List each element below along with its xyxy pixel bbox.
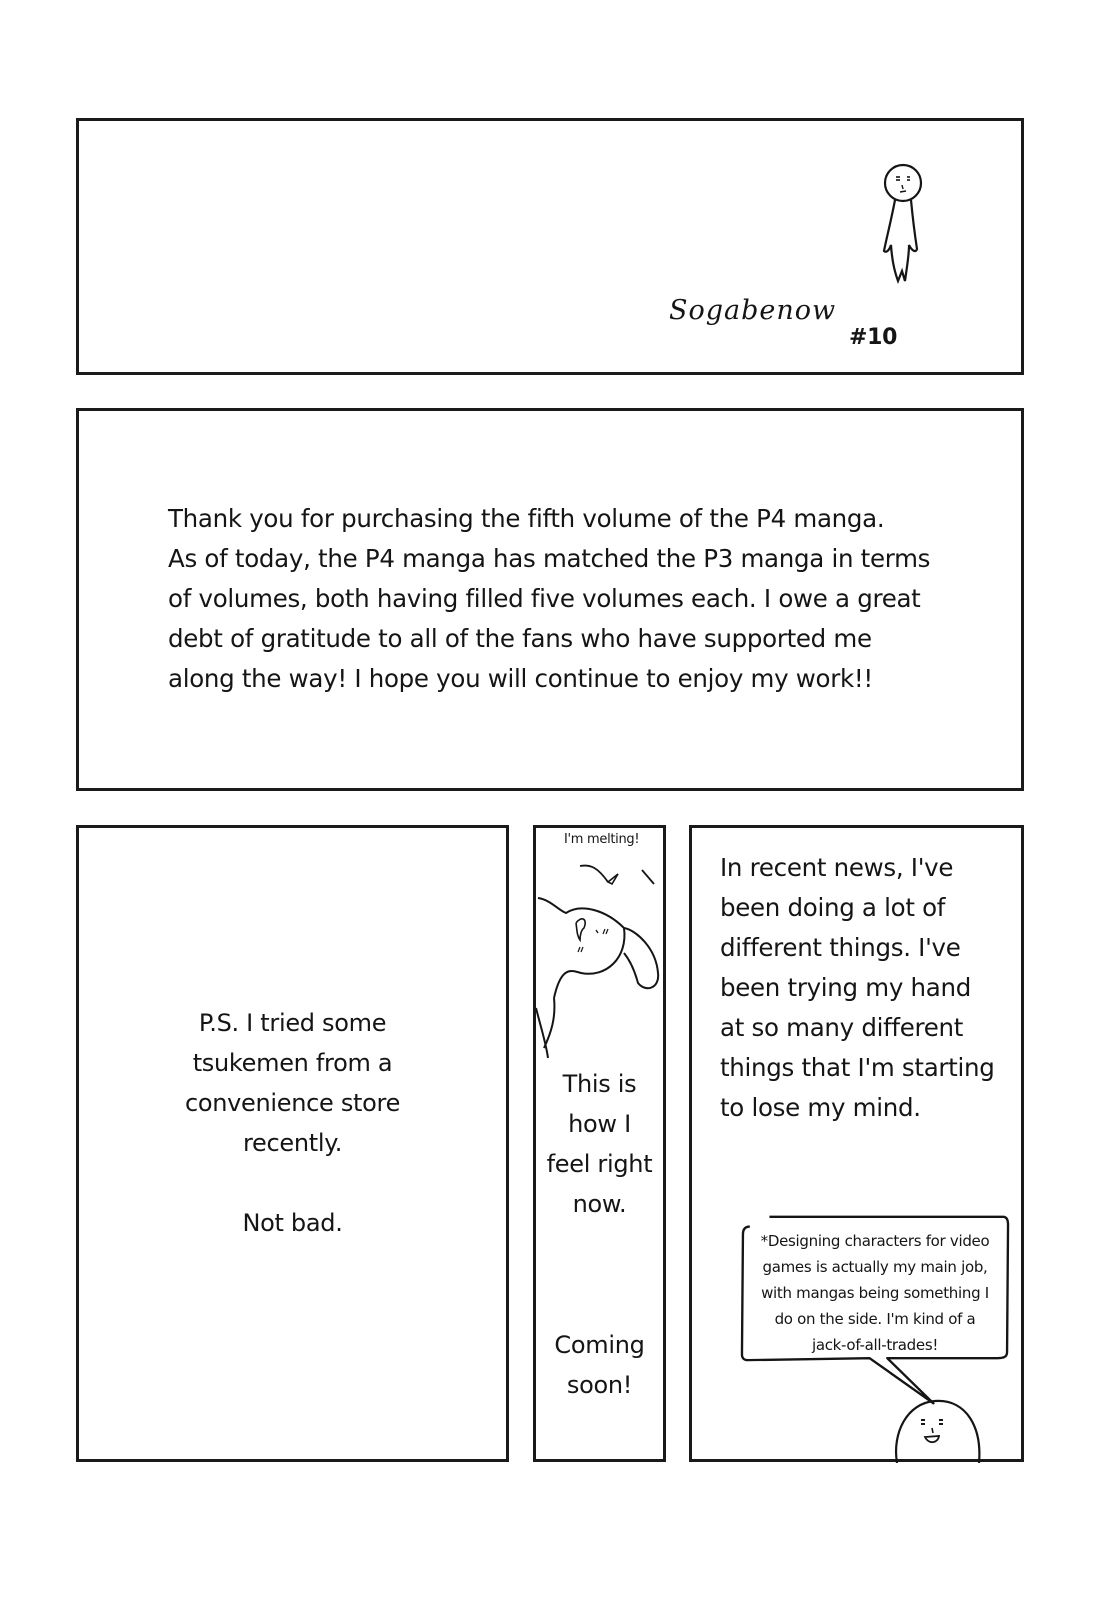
message-line: of volumes, both having filled five volumes each. I owe a great bbox=[168, 584, 921, 613]
news-text bbox=[720, 848, 994, 1128]
coming-soon-line: soon! bbox=[566, 1371, 633, 1399]
news-line: things that I'm starting bbox=[720, 1053, 995, 1082]
news-line: been doing a lot of bbox=[720, 893, 946, 922]
bubble-line: do on the side. I'm kind of a bbox=[774, 1310, 976, 1328]
melting-bunny-icon bbox=[536, 858, 663, 1058]
bubble-line: with mangas being something I bbox=[761, 1284, 989, 1302]
postscript-text bbox=[79, 1003, 506, 1243]
panel-signature bbox=[76, 118, 1024, 375]
ps-line: recently. bbox=[242, 1129, 343, 1157]
news-line: In recent news, I've bbox=[720, 853, 954, 882]
coming-soon-text bbox=[536, 1325, 663, 1405]
author-signature: Sogabenow bbox=[669, 295, 837, 326]
panel-postscript bbox=[76, 825, 509, 1462]
coming-soon-line: Coming bbox=[554, 1331, 645, 1359]
news-line: at so many different bbox=[720, 1013, 964, 1042]
melting-caption: I'm melting! bbox=[564, 832, 640, 847]
feeling-line: now. bbox=[572, 1190, 627, 1218]
panel-thank-you-message bbox=[76, 408, 1024, 791]
feeling-line: feel right bbox=[546, 1150, 653, 1178]
panel-recent-news bbox=[689, 825, 1024, 1462]
news-line: to lose my mind. bbox=[720, 1093, 921, 1122]
ps-line: P.S. I tried some bbox=[198, 1009, 387, 1037]
panel-melting bbox=[533, 825, 666, 1462]
news-line: different things. I've bbox=[720, 933, 961, 962]
issue-number: #10 bbox=[849, 325, 898, 350]
message-line: debt of gratitude to all of the fans who have supported me bbox=[168, 624, 872, 653]
message-line: Thank you for purchasing the fifth volume of the P4 manga. bbox=[168, 504, 885, 533]
message-line: along the way! I hope you will continue to enjoy my work!! bbox=[168, 664, 873, 693]
ps-line: convenience store bbox=[184, 1089, 401, 1117]
feeling-text bbox=[536, 1064, 663, 1224]
speech-bubble-text bbox=[750, 1228, 1000, 1358]
news-line: been trying my hand bbox=[720, 973, 971, 1002]
stick-figure-icon bbox=[869, 161, 939, 291]
bubble-line: *Designing characters for video bbox=[760, 1232, 990, 1250]
bubble-line: jack-of-all-trades! bbox=[811, 1336, 939, 1354]
feeling-line: This is bbox=[562, 1070, 637, 1098]
message-line: As of today, the P4 manga has matched the P3 manga in terms bbox=[168, 544, 931, 573]
ps-line: tsukemen from a bbox=[192, 1049, 393, 1077]
thank-you-text bbox=[168, 499, 948, 699]
ps-closing: Not bad. bbox=[242, 1209, 343, 1237]
bubble-line: games is actually my main job, bbox=[762, 1258, 988, 1276]
feeling-line: how I bbox=[568, 1110, 631, 1138]
smiley-character-icon bbox=[887, 1383, 987, 1463]
